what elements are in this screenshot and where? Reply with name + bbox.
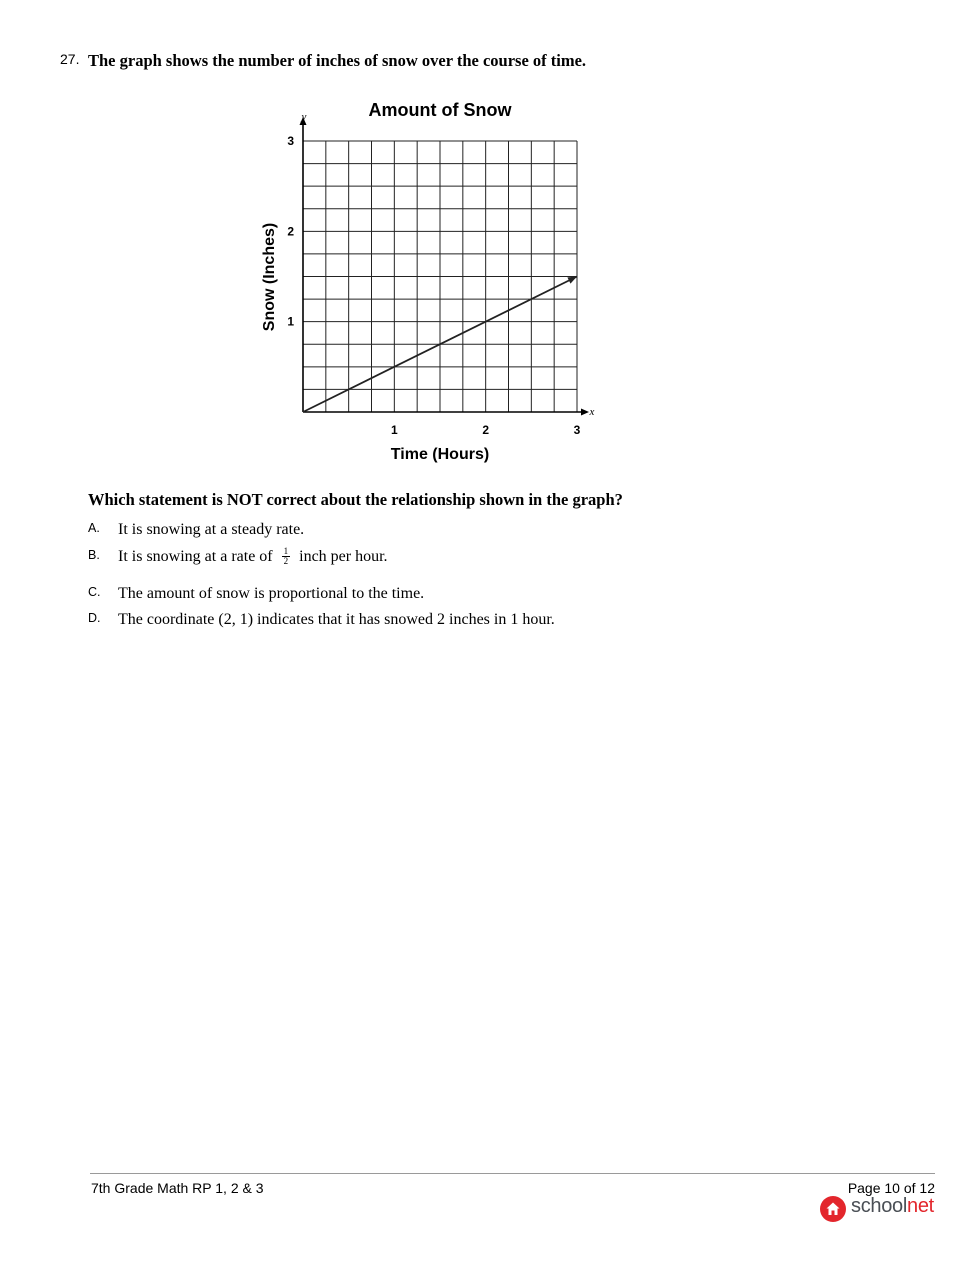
fraction-denominator: 2 — [283, 556, 289, 566]
footer-course-title: 7th Grade Math RP 1, 2 & 3 — [91, 1180, 264, 1196]
choice-a-letter: A. — [88, 521, 100, 535]
choice-d-letter: D. — [88, 611, 101, 625]
choice-b-text — [118, 548, 388, 567]
logo-text-net: net — [907, 1195, 934, 1217]
snow-chart-svg — [252, 92, 602, 468]
x-tick-label: 1 — [390, 423, 398, 437]
x-axis-arrowhead — [581, 409, 589, 416]
question-prompt: Which statement is NOT correct about the relationship shown in the graph? — [88, 490, 623, 509]
choice-c-text: The amount of snow is proportional to the time. — [118, 585, 425, 602]
choice-d-text: The coordinate (2, 1) indicates that it has snowed 2 inches in 1 hour. — [118, 611, 555, 628]
choice-c-letter: C. — [88, 585, 101, 599]
snow-chart — [252, 92, 602, 468]
x-tick-label: 2 — [482, 423, 490, 437]
schoolnet-wordmark — [851, 1195, 934, 1218]
chart-grid — [303, 141, 577, 412]
fraction-numerator: 1 — [283, 546, 289, 556]
choice-b-text-after: inch per hour. — [299, 548, 388, 566]
fraction-one-half — [282, 547, 291, 566]
footer-divider — [90, 1173, 935, 1174]
y-tick-label: 3 — [287, 134, 294, 148]
chart-ticks — [287, 134, 580, 437]
x-axis-letter: x — [589, 406, 595, 418]
question-number: 27. — [60, 51, 80, 67]
y-axis-title: Snow (Inches) — [261, 222, 278, 332]
choice-b-letter: B. — [88, 548, 100, 562]
series-line-arrowhead — [567, 277, 577, 284]
footer-page-number: Page 10 of 12 — [847, 1180, 935, 1196]
choice-b-text-before: It is snowing at a rate of — [118, 548, 273, 566]
chart-title: Amount of Snow — [368, 100, 512, 120]
question-text: The graph shows the number of inches of snow over the course of time. — [88, 51, 587, 70]
x-tick-label: 3 — [573, 423, 581, 437]
y-tick-label: 1 — [287, 314, 294, 329]
y-axis-letter: y — [301, 111, 307, 123]
x-axis-title: Time (Hours) — [390, 446, 490, 463]
choice-a-text: It is snowing at a steady rate. — [118, 521, 305, 538]
y-tick-label: 2 — [287, 224, 294, 239]
chart-axes — [300, 117, 590, 416]
schoolnet-logo — [820, 1194, 940, 1224]
schoolnet-house-icon — [820, 1196, 846, 1222]
logo-text-school: school — [851, 1195, 908, 1217]
